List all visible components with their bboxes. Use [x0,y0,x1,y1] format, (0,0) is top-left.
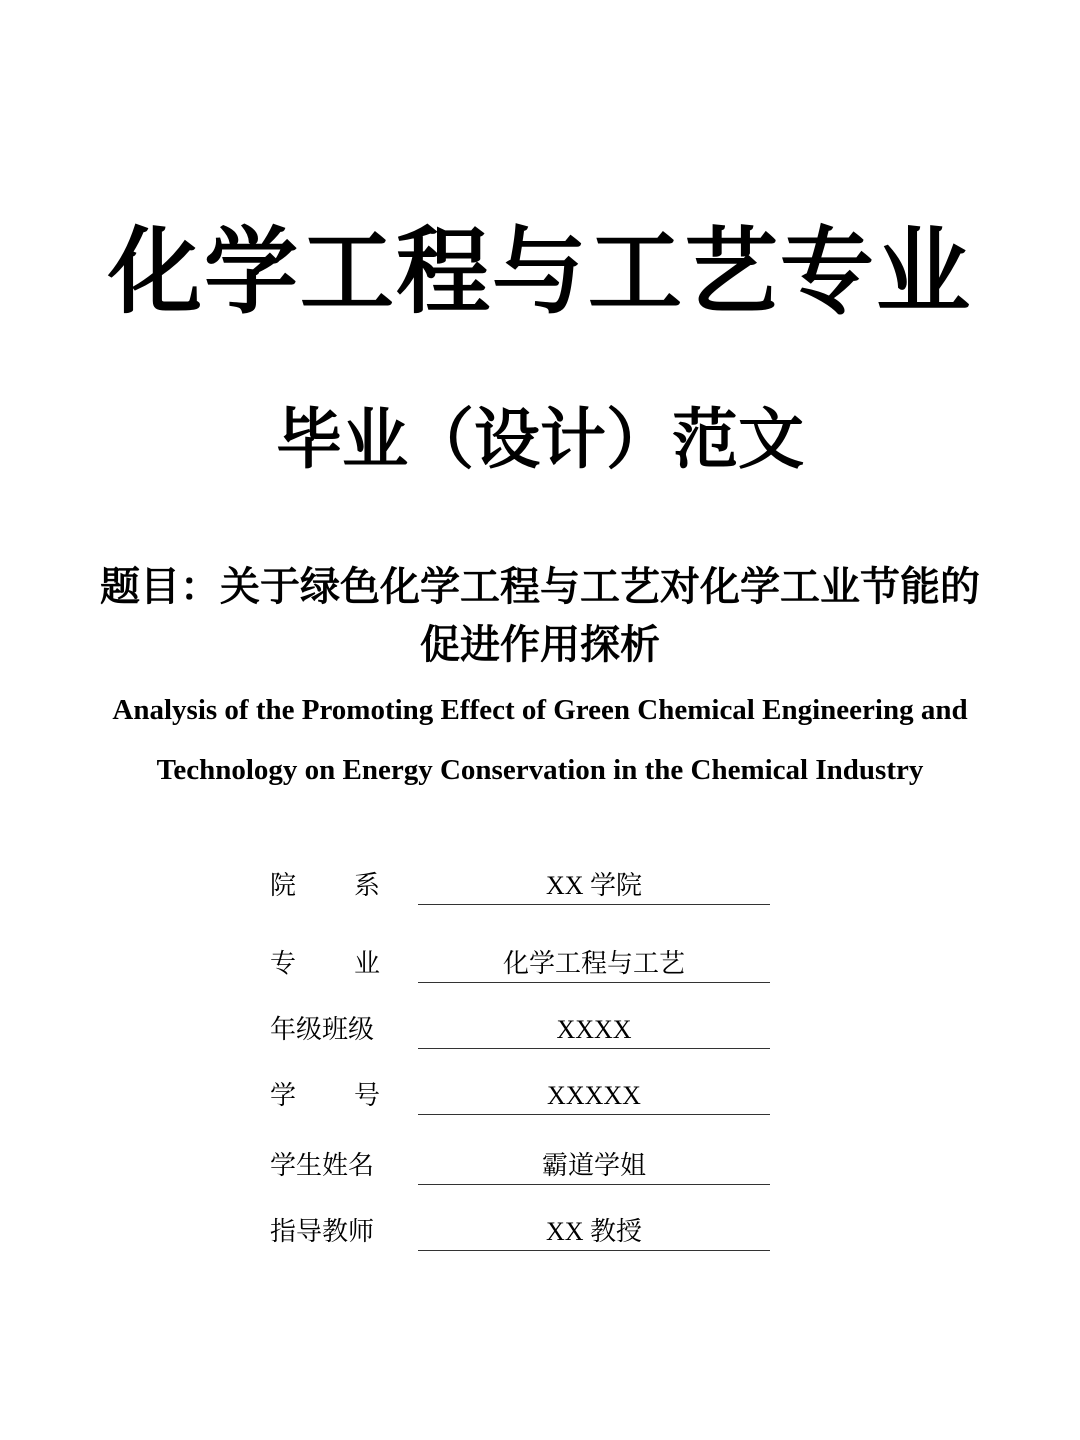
info-label-grade-class: 年级班级 [270,1015,375,1045]
info-row-student-id [270,1068,790,1134]
info-row-department [270,858,790,924]
english-title-line-2: Technology on Energy Conservation in the Chemical Industry [156,754,924,786]
info-value-grade-class: XXXX [418,1010,770,1049]
thesis-topic-line-1: 题目：关于绿色化学工程与工艺对化学工业节能的 [100,564,980,610]
info-row-advisor [270,1204,790,1270]
info-row-major [270,936,790,1002]
info-label-department: 院 系 [270,871,380,901]
english-title-line-1: Analysis of the Promoting Effect of Green Chemical Engineering and [112,694,968,726]
info-value-advisor: XX 教授 [418,1212,770,1251]
info-value-student-name: 霸道学姐 [418,1146,770,1185]
thesis-topic [60,558,1020,674]
subtitle: 毕业（设计）范文 [276,401,804,478]
info-label-major: 专 业 [270,949,380,979]
english-title [40,680,1040,800]
info-value-department: XX 学院 [418,866,770,905]
main-title: 化学工程与工艺专业 [107,218,972,327]
info-row-grade-class [270,1002,790,1068]
info-label-student-name: 学生姓名 [270,1151,375,1181]
thesis-topic-line-2: 促进作用探析 [420,622,660,668]
info-value-student-id: XXXXX [418,1076,770,1115]
info-value-major: 化学工程与工艺 [418,944,770,983]
info-row-student-name [270,1138,790,1204]
student-info-block [270,858,790,1270]
info-label-student-id: 学 号 [270,1081,380,1111]
info-label-advisor: 指导教师 [270,1217,375,1247]
